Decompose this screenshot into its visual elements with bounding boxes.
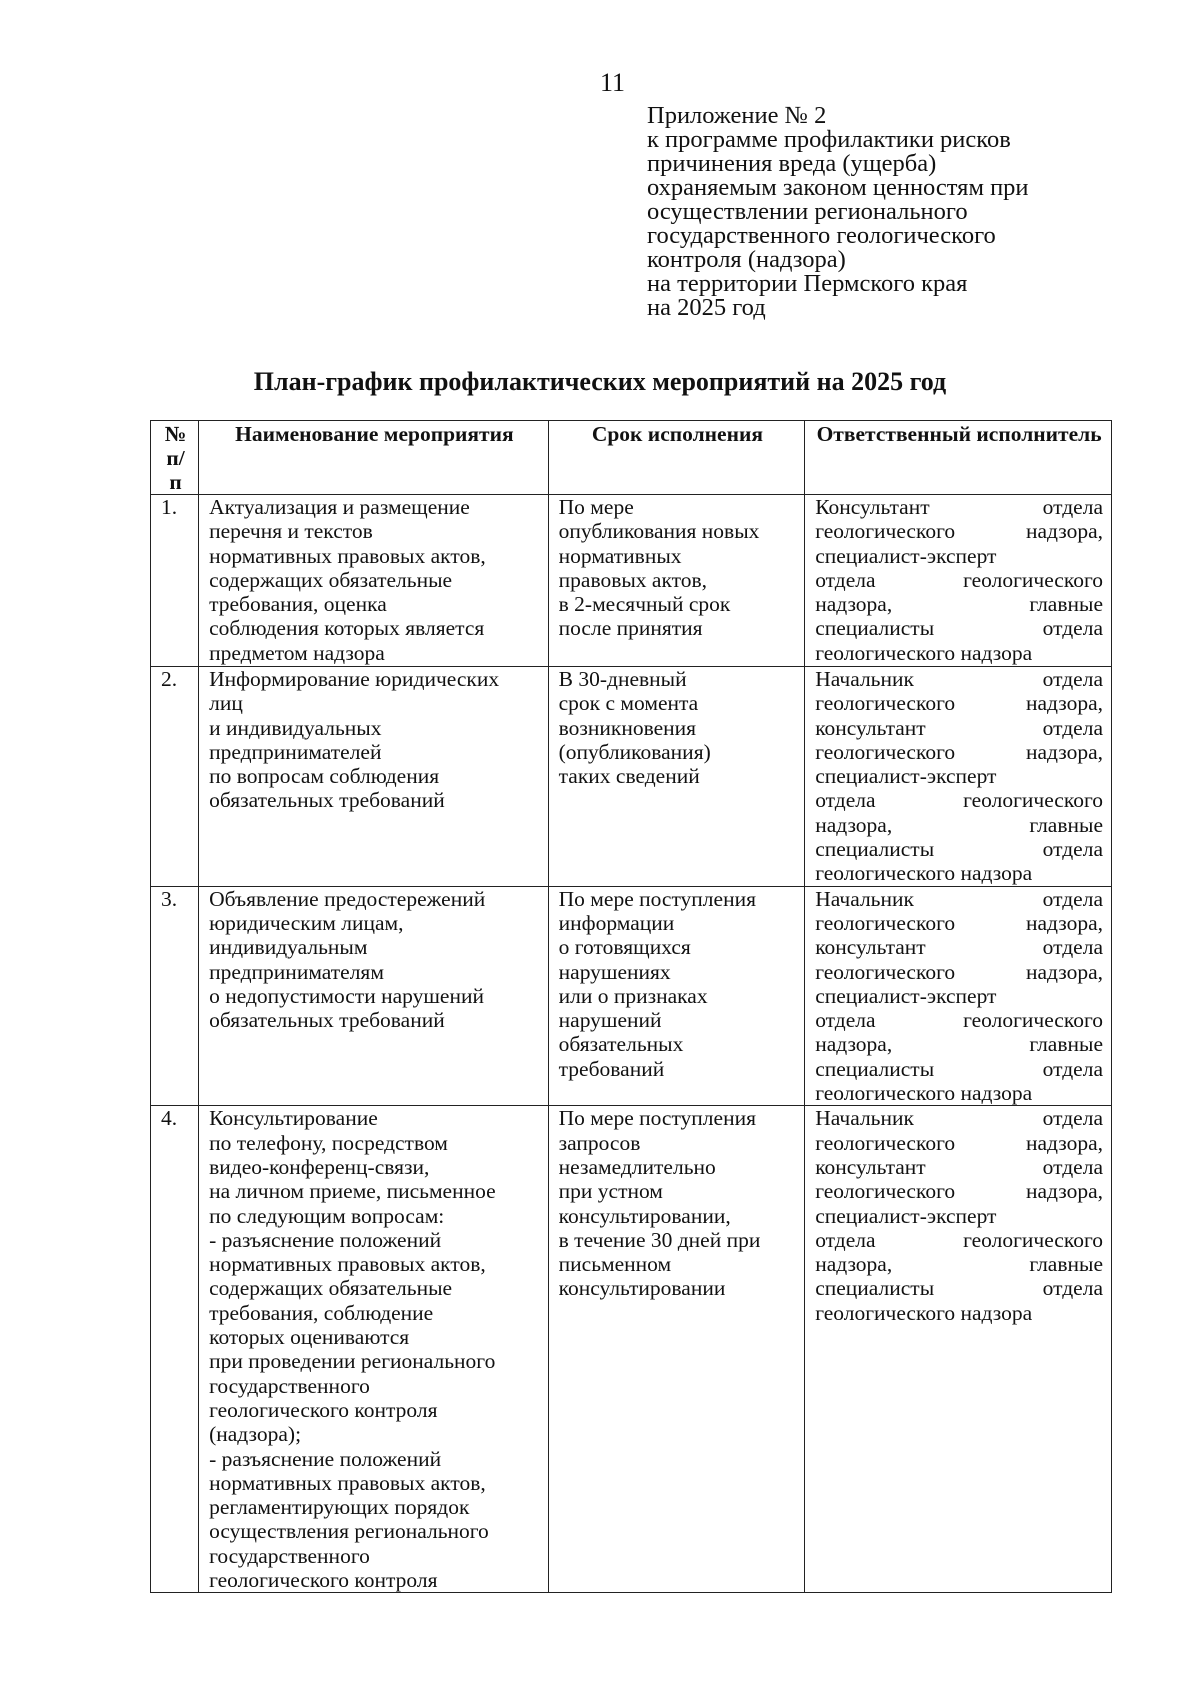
activity-name-line: - разъяснение положений (209, 1227, 442, 1252)
responsible-line: специалисты отдела (815, 1276, 1103, 1301)
responsible-line: специалисты отдела (815, 837, 1103, 862)
deadline-line: консультировании (558, 1276, 726, 1301)
responsible-cell (805, 667, 1112, 887)
appendix-line: Приложение № 2 (647, 102, 827, 129)
deadline-line: запросов (558, 1130, 641, 1155)
deadline-line: при устном (558, 1179, 663, 1204)
activity-name-line: лиц (209, 691, 243, 716)
activity-name-cell (199, 1106, 549, 1593)
row-number: 3. (151, 886, 199, 1106)
responsible-cell (805, 495, 1112, 667)
table-row (151, 1106, 1112, 1593)
activity-name-cell (199, 667, 549, 887)
activity-name-line: предпринимателям (209, 959, 384, 984)
responsible-line: отдела геологического (815, 788, 1103, 813)
deadline-line: нормативных (558, 543, 682, 568)
responsible-line: Начальник отдела (815, 886, 1103, 911)
responsible-cell (805, 1106, 1112, 1593)
activity-name-line: Консультирование (209, 1106, 378, 1131)
responsible-line: геологического надзора, (815, 1179, 1103, 1204)
activity-name-line: перечня и текстов (209, 519, 373, 544)
deadline-cell (548, 1106, 805, 1593)
activity-name-line: - разъяснение положений (209, 1446, 442, 1471)
deadline-line: или о признаках (558, 983, 708, 1008)
activity-name-line: содержащих обязательные (209, 1276, 453, 1301)
deadline-line: По мере поступления (558, 1106, 756, 1131)
appendix-line: государственного геологического (647, 222, 996, 249)
responsible-line: надзора, главные (815, 1252, 1103, 1277)
activity-name-line: (надзора); (209, 1422, 302, 1447)
deadline-line: обязательных (558, 1032, 684, 1057)
activity-name-line: по следующим вопросам: (209, 1203, 445, 1228)
activity-name-line: содержащих обязательные (209, 567, 453, 592)
deadline-line: информации (558, 910, 675, 935)
responsible-line: Начальник отдела (815, 667, 1103, 691)
appendix-header (647, 104, 1117, 320)
responsible-line: геологического надзора, (815, 1130, 1103, 1155)
activity-name-line: при проведении регионального (209, 1349, 496, 1374)
document-title: План-график профилактических мероприятий на 2025 год (253, 367, 947, 396)
deadline-line: правовых актов, (558, 567, 708, 592)
responsible-line: Консультант отдела (815, 495, 1103, 519)
responsible-line: консультант отдела (815, 935, 1103, 960)
activity-name-line: регламентирующих порядок (209, 1495, 470, 1520)
activity-name-line: государственного (209, 1373, 370, 1398)
activity-name-line: геологического контроля (209, 1567, 438, 1592)
activity-name-line: и индивидуальных (209, 715, 382, 740)
activity-name-cell (199, 886, 549, 1106)
activity-name-line: на личном приеме, письменное (209, 1179, 496, 1204)
responsible-line: геологического надзора, (815, 959, 1103, 984)
activity-name-line: Объявление предостережений (209, 886, 486, 911)
row-number: 1. (151, 495, 199, 667)
deadline-line: По мере (558, 495, 634, 519)
row-number: 2. (151, 667, 199, 887)
table-header-row (151, 421, 1112, 495)
activity-name-line: обязательных требований (209, 1008, 445, 1033)
responsible-line: геологического надзора, (815, 910, 1103, 935)
activity-name-line: по телефону, посредством (209, 1130, 448, 1155)
responsible-line: специалист-эксперт (815, 764, 997, 789)
responsible-line: Начальник отдела (815, 1106, 1103, 1131)
responsible-line: геологического надзора (815, 640, 1033, 665)
deadline-line: консультировании, (558, 1203, 731, 1228)
responsible-line: отдела геологического (815, 567, 1103, 592)
activity-name-line: о недопустимости нарушений (209, 983, 484, 1008)
appendix-line: к программе профилактики рисков (647, 126, 1011, 153)
table-row (151, 495, 1112, 667)
responsible-line: отдела геологического (815, 1227, 1103, 1252)
appendix-line: на территории Пермского края (647, 270, 968, 297)
deadline-cell (548, 667, 805, 887)
deadline-line: В 30-дневный (558, 667, 687, 691)
deadline-line: возникновения (558, 715, 697, 740)
deadline-cell (548, 886, 805, 1106)
deadline-line: незамедлительно (558, 1154, 716, 1179)
activity-name-line: осуществления регионального (209, 1519, 489, 1544)
activity-name-line: геологического контроля (209, 1397, 438, 1422)
activity-name-line: предметом надзора (209, 640, 385, 665)
deadline-line: требований (558, 1056, 665, 1081)
deadline-line: в 2-месячный срок (558, 592, 731, 617)
responsible-line: геологического надзора, (815, 739, 1103, 764)
appendix-line: на 2025 год (647, 294, 766, 321)
appendix-line: осуществлении регионального (647, 198, 968, 225)
responsible-line: консультант отдела (815, 1154, 1103, 1179)
responsible-line: специалист-эксперт (815, 543, 997, 568)
activity-name-line: обязательных требований (209, 788, 445, 813)
activity-name-line: предпринимателей (209, 739, 382, 764)
header-responsible: Ответственный исполнитель (805, 421, 1112, 495)
responsible-line: консультант отдела (815, 715, 1103, 740)
deadline-line: По мере поступления (558, 886, 756, 911)
header-num: № п/п (151, 421, 199, 495)
header-name: Наименование мероприятия (199, 421, 549, 495)
responsible-line: геологического надзора (815, 1081, 1033, 1106)
deadline-line: срок с момента (558, 691, 699, 716)
activity-name-line: требования, оценка (209, 592, 387, 617)
deadline-line: опубликования новых (558, 519, 760, 544)
responsible-line: специалист-эксперт (815, 1203, 997, 1228)
appendix-line: охраняемым законом ценностям при (647, 174, 1029, 201)
responsible-line: специалисты отдела (815, 1056, 1103, 1081)
deadline-line: нарушений (558, 1008, 662, 1033)
deadline-line: (опубликования) (558, 739, 711, 764)
deadline-line: письменном (558, 1252, 672, 1277)
row-number: 4. (151, 1106, 199, 1593)
appendix-line: контроля (надзора) (647, 246, 846, 273)
activity-name-line: нормативных правовых актов, (209, 1470, 486, 1495)
activity-name-line: по вопросам соблюдения (209, 764, 440, 789)
responsible-cell (805, 886, 1112, 1106)
appendix-line: причинения вреда (ущерба) (647, 150, 937, 177)
activity-name-line: юридическим лицам, (209, 910, 404, 935)
responsible-line: специалисты отдела (815, 616, 1103, 641)
deadline-line: о готовящихся (558, 935, 691, 960)
deadline-line: после принятия (558, 616, 703, 641)
activity-name-line: Информирование юридических (209, 667, 500, 691)
activity-name-line: требования, соблюдение (209, 1300, 434, 1325)
activity-name-line: соблюдения которых является (209, 616, 485, 641)
header-term: Срок исполнения (548, 421, 805, 495)
activity-name-line: нормативных правовых актов, (209, 1252, 486, 1277)
deadline-cell (548, 495, 805, 667)
responsible-line: отдела геологического (815, 1008, 1103, 1033)
responsible-line: надзора, главные (815, 1032, 1103, 1057)
activity-name-line: нормативных правовых актов, (209, 543, 486, 568)
deadline-line: в течение 30 дней при (558, 1227, 761, 1252)
table-row (151, 886, 1112, 1106)
activity-name-line: Актуализация и размещение (209, 495, 470, 519)
activity-name-line: которых оцениваются (209, 1325, 410, 1350)
activity-name-line: видео-конференц-связи, (209, 1154, 430, 1179)
activity-name-line: индивидуальным (209, 935, 368, 960)
plan-table (150, 420, 1112, 1593)
deadline-line: нарушениях (558, 959, 671, 984)
responsible-line: геологического надзора (815, 861, 1033, 886)
page-number: 11 (600, 68, 626, 97)
responsible-line: надзора, главные (815, 812, 1103, 837)
deadline-line: таких сведений (558, 764, 700, 789)
activity-name-line: государственного (209, 1543, 370, 1568)
responsible-line: геологического надзора (815, 1300, 1033, 1325)
responsible-line: специалист-эксперт (815, 983, 997, 1008)
responsible-line: геологического надзора, (815, 519, 1103, 544)
responsible-line: геологического надзора, (815, 691, 1103, 716)
responsible-line: надзора, главные (815, 592, 1103, 617)
activity-name-cell (199, 495, 549, 667)
table-row (151, 667, 1112, 887)
